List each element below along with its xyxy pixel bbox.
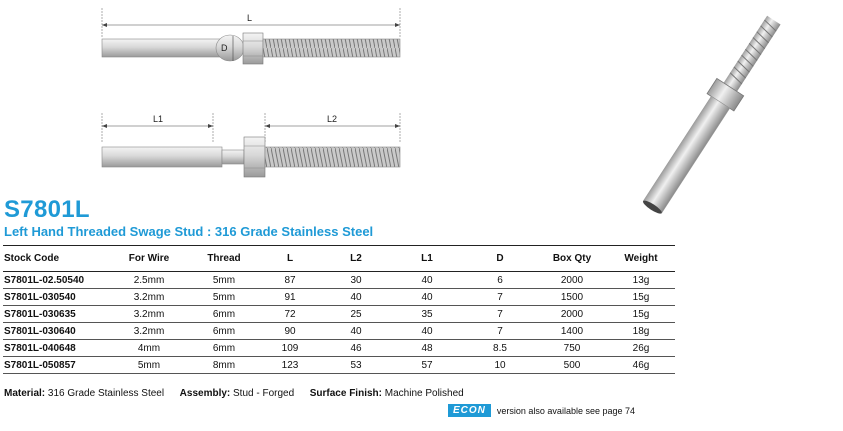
label-d: D — [221, 43, 228, 53]
cell: 25 — [321, 306, 391, 323]
label-l2: L2 — [327, 114, 338, 124]
cell: 6mm — [189, 306, 259, 323]
cell: 46 — [321, 340, 391, 357]
col-header: L — [259, 246, 321, 272]
cell: 2000 — [537, 306, 607, 323]
cell-stock-code: S7801L-050857 — [3, 357, 109, 374]
cell: 40 — [391, 272, 463, 289]
cell: 57 — [391, 357, 463, 374]
cell: 10 — [463, 357, 537, 374]
table-row — [3, 289, 675, 306]
finish-label: Surface Finish: — [309, 388, 382, 399]
cell: 750 — [537, 340, 607, 357]
cell: 40 — [321, 289, 391, 306]
material-value: 316 Grade Stainless Steel — [47, 388, 165, 399]
cell: 13g — [607, 272, 675, 289]
cell-stock-code: S7801L-030540 — [3, 289, 109, 306]
spec-table — [3, 245, 675, 374]
table-row — [3, 272, 675, 289]
cell: 3.2mm — [109, 306, 189, 323]
col-header: D — [463, 246, 537, 272]
cell: 40 — [391, 289, 463, 306]
cell: 109 — [259, 340, 321, 357]
cell: 123 — [259, 357, 321, 374]
cell: 2.5mm — [109, 272, 189, 289]
finish-value: Machine Polished — [384, 388, 464, 399]
spec-footer — [4, 388, 464, 399]
table-row — [3, 340, 675, 357]
cell: 90 — [259, 323, 321, 340]
cell: 5mm — [189, 272, 259, 289]
cell: 5mm — [189, 289, 259, 306]
cell-stock-code: S7801L-030635 — [3, 306, 109, 323]
cell: 3.2mm — [109, 289, 189, 306]
table-header-row — [3, 246, 675, 272]
cell: 15g — [607, 306, 675, 323]
cell: 87 — [259, 272, 321, 289]
material-label: Material: — [4, 388, 46, 399]
label-l1: L1 — [153, 114, 164, 124]
cell: 72 — [259, 306, 321, 323]
cell: 18g — [607, 323, 675, 340]
cell: 3.2mm — [109, 323, 189, 340]
cell: 48 — [391, 340, 463, 357]
cell: 53 — [321, 357, 391, 374]
table-row — [3, 323, 675, 340]
cell: 8.5 — [463, 340, 537, 357]
label-l: L — [247, 13, 253, 23]
col-header: Thread — [189, 246, 259, 272]
col-header: Box Qty — [537, 246, 607, 272]
cell: 500 — [537, 357, 607, 374]
cell-stock-code: S7801L-02.50540 — [3, 272, 109, 289]
econ-note-text: version also available see page 74 — [496, 405, 635, 416]
cell: 40 — [321, 323, 391, 340]
cell: 30 — [321, 272, 391, 289]
diagram-overall-length — [95, 8, 415, 78]
cell: 2000 — [537, 272, 607, 289]
col-header: L1 — [391, 246, 463, 272]
col-header: L2 — [321, 246, 391, 272]
product-photo — [585, 8, 835, 223]
cell: 40 — [391, 323, 463, 340]
cell: 7 — [463, 289, 537, 306]
cell: 35 — [391, 306, 463, 323]
cell: 5mm — [109, 357, 189, 374]
cell-stock-code: S7801L-040648 — [3, 340, 109, 357]
cell: 7 — [463, 323, 537, 340]
cell: 4mm — [109, 340, 189, 357]
cell: 8mm — [189, 357, 259, 374]
product-code: S7801L — [4, 196, 90, 223]
cell: 6mm — [189, 323, 259, 340]
col-header: For Wire — [109, 246, 189, 272]
cell: 1500 — [537, 289, 607, 306]
cell: 91 — [259, 289, 321, 306]
cell: 46g — [607, 357, 675, 374]
cell: 26g — [607, 340, 675, 357]
cell: 6 — [463, 272, 537, 289]
assembly-label: Assembly: — [179, 388, 231, 399]
diagram-section-lengths — [95, 108, 415, 188]
econ-note — [448, 404, 635, 417]
cell: 7 — [463, 306, 537, 323]
cell: 15g — [607, 289, 675, 306]
table-row — [3, 357, 675, 374]
cell-stock-code: S7801L-030640 — [3, 323, 109, 340]
cell: 1400 — [537, 323, 607, 340]
assembly-value: Stud - Forged — [233, 388, 295, 399]
cell: 6mm — [189, 340, 259, 357]
econ-badge: ECON — [448, 404, 491, 417]
col-header: Stock Code — [3, 246, 109, 272]
table-row — [3, 306, 675, 323]
product-subtitle: Left Hand Threaded Swage Stud : 316 Grade Stainless Steel — [4, 224, 374, 239]
col-header: Weight — [607, 246, 675, 272]
